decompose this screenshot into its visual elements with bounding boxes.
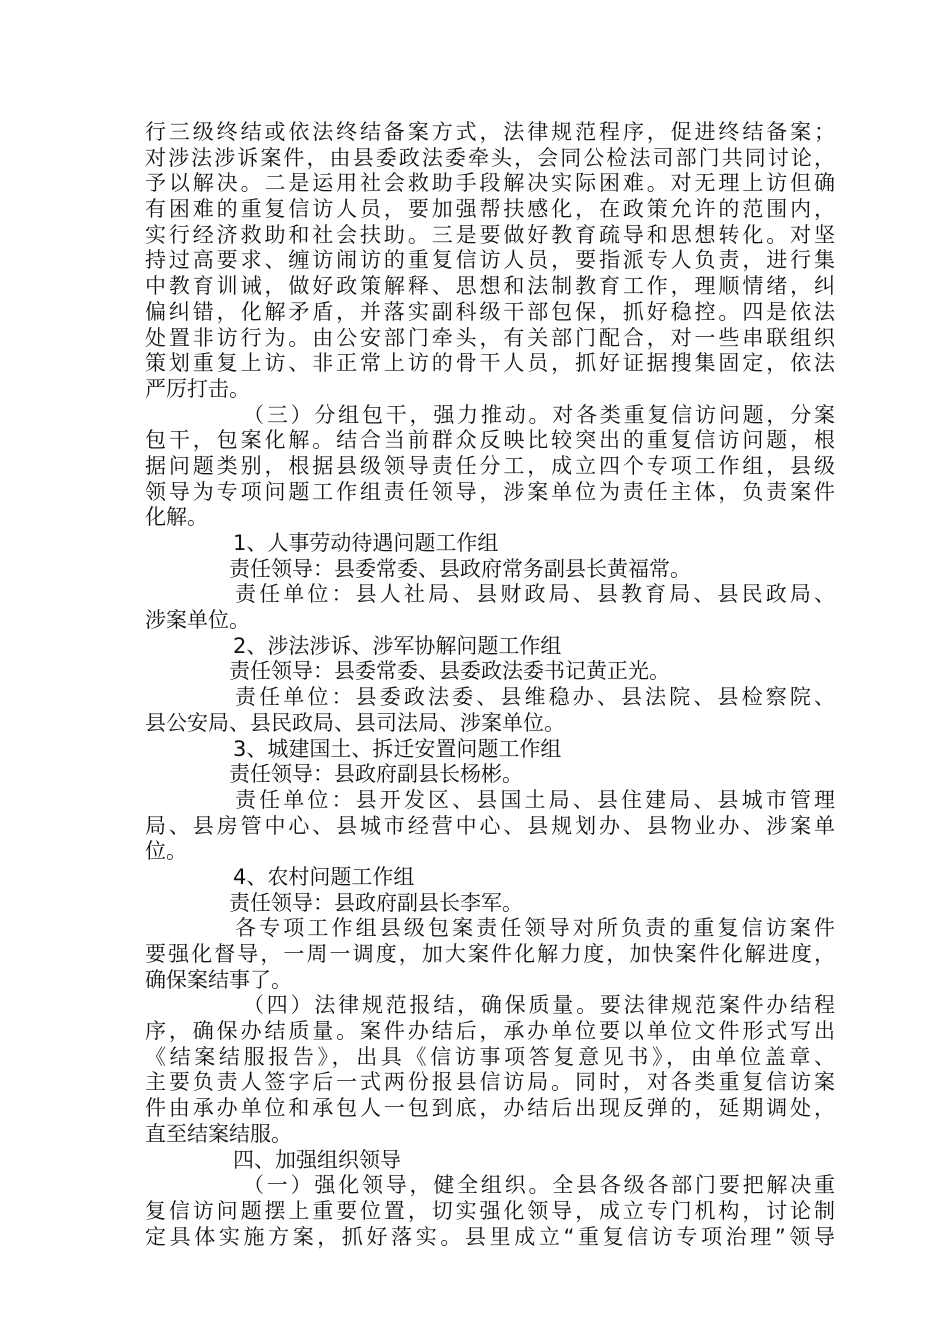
- text-line: 中教育训诫，做好政策解释、思想和法制教育工作，理顺情绪，纠: [145, 274, 835, 299]
- text-line: 件由承办单位和承包人一包到底，办结后出现反弹的，延期调处，: [145, 1096, 835, 1121]
- text-line: 化解。: [145, 505, 208, 530]
- text-line: 涉案单位。: [145, 608, 250, 633]
- work-group-title: 4、农村问题工作组: [233, 864, 415, 889]
- text-line: 各专项工作组县级包案责任领导对所负责的重复信访案件: [235, 916, 835, 941]
- text-line: 县公安局、县民政局、县司法局、涉案单位。: [145, 710, 565, 735]
- text-line: 领导为专项问题工作组责任领导，涉案单位为责任主体，负责案件: [145, 479, 835, 504]
- responsible-leader: 责任领导：县委常委、县委政法委书记黄正光。: [229, 659, 670, 684]
- text-line: 对涉法涉诉案件，由县委政法委牵头，会同公检法司部门共同讨论，: [145, 145, 835, 170]
- text-line: 策划重复上访、非正常上访的骨干人员，抓好证据搜集固定，依法: [145, 351, 835, 376]
- responsible-units: 责任单位：县人社局、县财政局、县教育局、县民政局、: [235, 582, 835, 607]
- document-body: [145, 120, 835, 1250]
- text-line: 复信访问题摆上重要位置，切实强化领导，成立专门机构，讨论制: [145, 1198, 835, 1223]
- work-group-title: 2、涉法涉诉、涉军协解问题工作组: [233, 633, 562, 658]
- text-line: 严厉打击。: [145, 376, 250, 401]
- text-line: 行三级终结或依法终结备案方式，法律规范程序，促进终结备案；: [145, 120, 835, 144]
- responsible-units: 责任单位：县委政法委、县维稳办、县法院、县检察院、: [235, 685, 835, 710]
- text-line: 据问题类别，根据县级领导责任分工，成立四个专项工作组，县级: [145, 453, 835, 478]
- work-group-title: 1、人事劳动待遇问题工作组: [233, 531, 499, 555]
- text-line: 持过高要求、缠访闹访的重复信访人员，要指派专人负责，进行集: [145, 248, 835, 273]
- text-line: 处置非访行为。由公安部门牵头，有关部门配合，对一些串联组织: [145, 325, 835, 350]
- paragraph-heading: （四）法律规范报结，确保质量。要法律规范案件办结程: [243, 993, 835, 1018]
- text-line: 包干，包案化解。结合当前群众反映比较突出的重复信访问题，根: [145, 428, 835, 453]
- text-line: 《结案结服报告》，出具《信访事项答复意见书》，由单位盖章、: [145, 1044, 835, 1069]
- text-line: 实行经济救助和社会扶助。三是要做好教育疏导和思想转化。对坚: [145, 222, 835, 247]
- section-heading: 四、加强组织领导: [233, 1147, 401, 1172]
- text-line: 有困难的重复信访人员，要加强帮扶感化，在政策允许的范围内，: [145, 197, 835, 222]
- responsible-leader: 责任领导：县委常委、县政府常务副县长黄福常。: [229, 556, 691, 581]
- text-line: 予以解决。二是运用社会救助手段解决实际困难。对无理上访但确: [145, 171, 835, 196]
- responsible-units: 责任单位：县开发区、县国土局、县住建局、县城市管理: [235, 787, 835, 812]
- text-line: 确保案结事了。: [145, 967, 292, 992]
- text-line: 位。: [145, 839, 187, 864]
- text-line: 偏纠错，化解矛盾，并落实副科级干部包保，抓好稳控。四是依法: [145, 299, 835, 324]
- text-line: 直至结案结服。: [145, 1121, 292, 1146]
- text-line: 主要负责人签字后一式两份报县信访局。同时，对各类重复信访案: [145, 1070, 835, 1095]
- responsible-leader: 责任领导：县政府副县长杨彬。: [229, 762, 523, 787]
- text-line: 局、县房管中心、县城市经营中心、县规划办、县物业办、涉案单: [145, 813, 835, 838]
- text-line: 要强化督导，一周一调度，加大案件化解力度，加快案件化解进度，: [145, 942, 835, 966]
- work-group-title: 3、城建国土、拆迁安置问题工作组: [233, 736, 562, 761]
- paragraph-heading: （一）强化领导，健全组织。全县各级各部门要把解决重: [243, 1173, 835, 1198]
- text-line: 序，确保办结质量。案件办结后，承办单位要以单位文件形式写出: [145, 1019, 835, 1044]
- paragraph-heading: （三）分组包干，强力推动。对各类重复信访问题，分案: [243, 402, 835, 427]
- responsible-leader: 责任领导：县政府副县长李军。: [229, 890, 523, 915]
- text-line: 定具体实施方案，抓好落实。县里成立“重复信访专项治理”领导: [145, 1224, 835, 1249]
